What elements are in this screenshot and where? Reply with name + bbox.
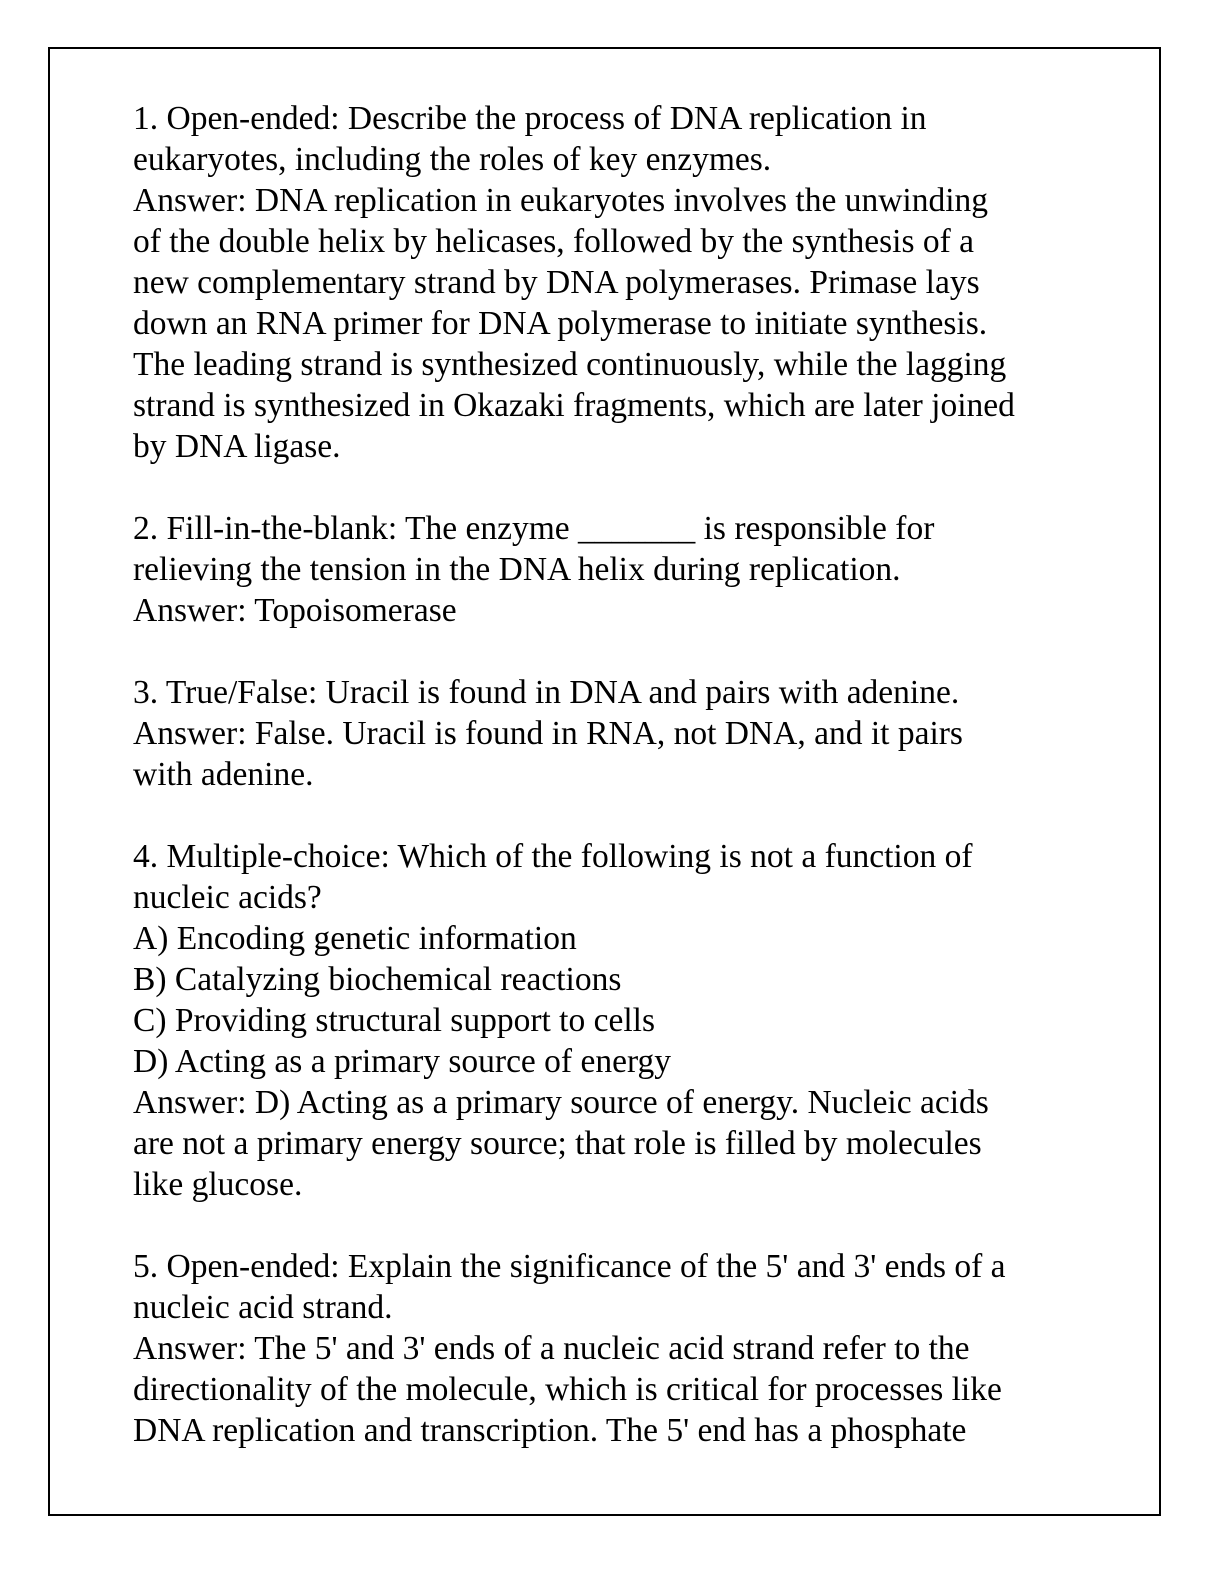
question-5	[133, 1246, 1133, 1451]
question-4	[133, 836, 1133, 1205]
text-line: 4. Multiple-choice: Which of the following is not a function of	[133, 838, 973, 875]
question-1	[133, 98, 1133, 467]
text-line: new complementary strand by DNA polymerases. Primase lays	[133, 264, 980, 301]
paragraph-gap	[133, 795, 1133, 836]
text-line: strand is synthesized in Okazaki fragments, which are later joined	[133, 387, 1015, 424]
text-line: of the double helix by helicases, followed by the synthesis of a	[133, 223, 975, 260]
question-3	[133, 672, 1133, 795]
text-line: 3. True/False: Uracil is found in DNA and pairs with adenine.	[133, 674, 960, 711]
text-line: eukaryotes, including the roles of key enzymes.	[133, 141, 772, 178]
choice-c: C) Providing structural support to cells	[133, 1002, 655, 1039]
text-line: Answer: False. Uracil is found in RNA, not DNA, and it pairs	[133, 715, 963, 752]
text-line: DNA replication and transcription. The 5' end has a phosphate	[133, 1412, 967, 1449]
text-line: nucleic acid strand.	[133, 1289, 393, 1326]
paragraph-gap	[133, 1205, 1133, 1246]
paragraph-gap	[133, 631, 1133, 672]
choice-a: A) Encoding genetic information	[133, 920, 577, 957]
text-line: down an RNA primer for DNA polymerase to initiate synthesis.	[133, 305, 988, 342]
choice-d: D) Acting as a primary source of energy	[133, 1043, 671, 1080]
text-line: 1. Open-ended: Describe the process of DNA replication in	[133, 100, 927, 137]
question-2	[133, 508, 1133, 631]
text-line: Answer: DNA replication in eukaryotes involves the unwinding	[133, 182, 989, 219]
text-line: 5. Open-ended: Explain the significance of the 5' and 3' ends of a	[133, 1248, 1006, 1285]
text-line: The leading strand is synthesized continuously, while the lagging	[133, 346, 1007, 383]
document-body	[133, 98, 1133, 1451]
text-line: are not a primary energy source; that role is filled by molecules	[133, 1125, 982, 1162]
text-line: relieving the tension in the DNA helix during replication.	[133, 551, 901, 588]
text-line: by DNA ligase.	[133, 428, 341, 465]
text-line: Answer: Topoisomerase	[133, 592, 457, 629]
text-line: like glucose.	[133, 1166, 303, 1203]
text-line: 2. Fill-in-the-blank: The enzyme _______ is responsible for	[133, 510, 935, 547]
text-line: with adenine.	[133, 756, 314, 793]
choice-b: B) Catalyzing biochemical reactions	[133, 961, 622, 998]
paragraph-gap	[133, 467, 1133, 508]
text-line: nucleic acids?	[133, 879, 322, 916]
text-line: directionality of the molecule, which is critical for processes like	[133, 1371, 1002, 1408]
text-line: Answer: D) Acting as a primary source of energy. Nucleic acids	[133, 1084, 989, 1121]
text-line: Answer: The 5' and 3' ends of a nucleic acid strand refer to the	[133, 1330, 970, 1367]
